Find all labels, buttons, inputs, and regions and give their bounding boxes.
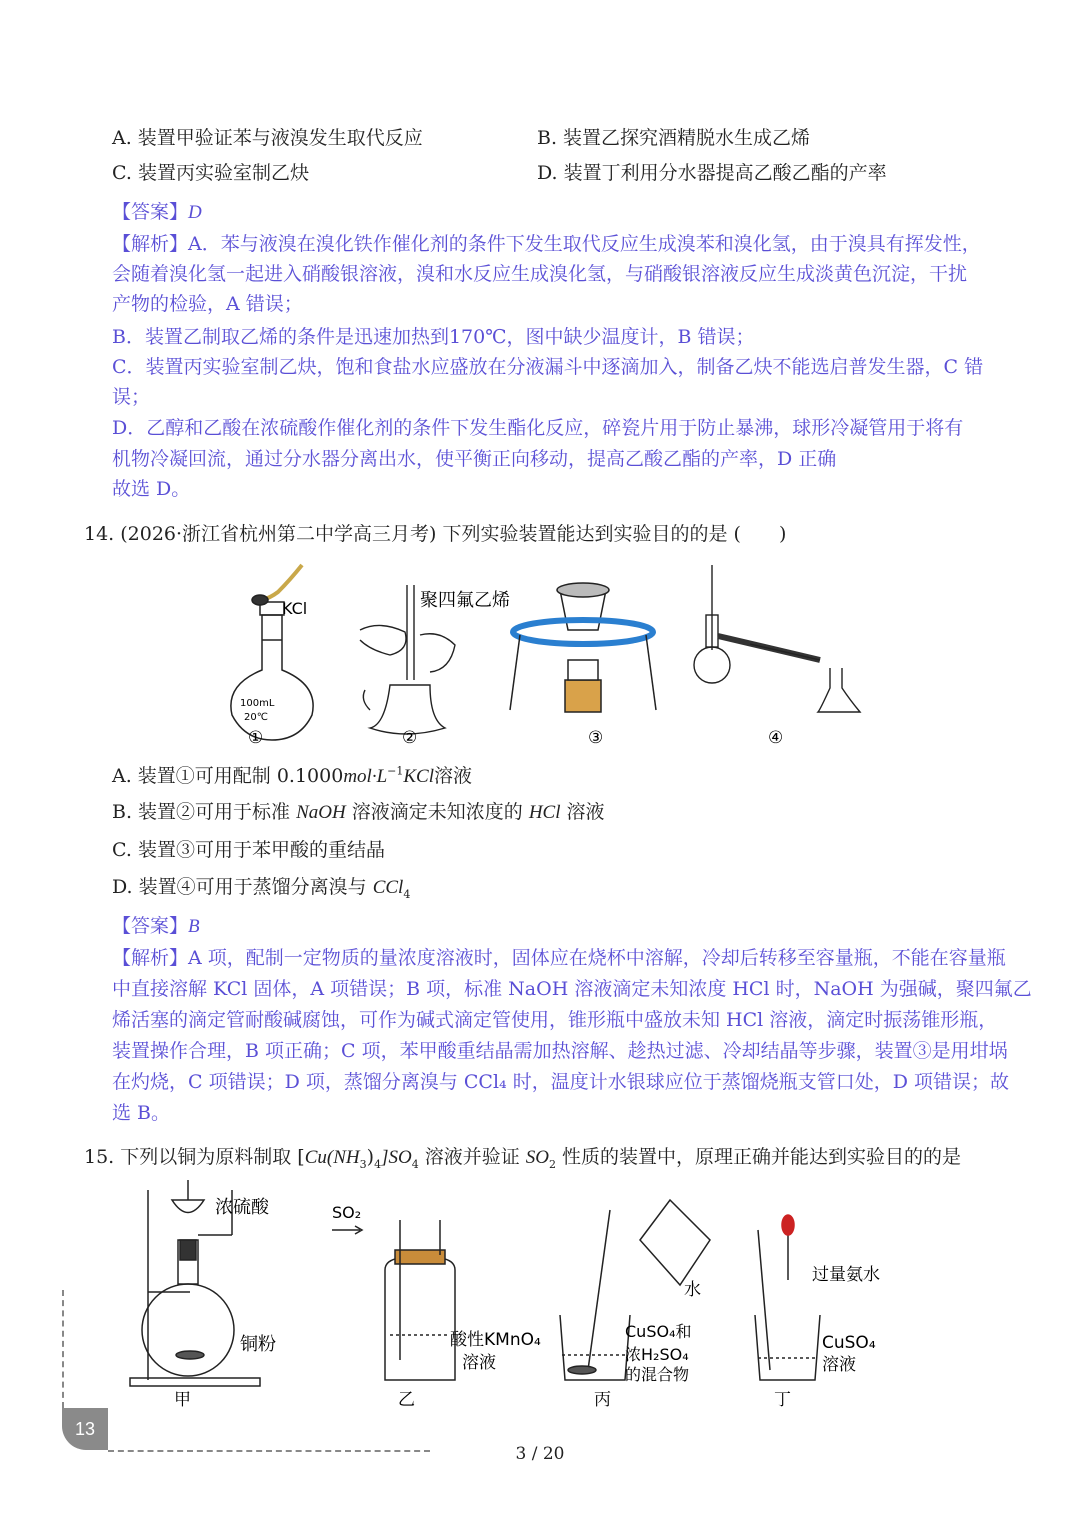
margin-dashed-line-vertical bbox=[62, 1290, 64, 1408]
kmno4-label: 酸性KMnO₄ bbox=[450, 1330, 541, 1350]
fig-ding-label: 丁 bbox=[774, 1390, 791, 1410]
page-number: 3 / 20 bbox=[515, 1444, 565, 1464]
flask-volume-label: 100mL bbox=[240, 698, 275, 709]
q13-analysis-line-9: 故选 D。 bbox=[112, 478, 191, 500]
q14-option-b: B. 装置②可用于标准 NaOH 溶液滴定未知浓度的 HCl 溶液 bbox=[112, 801, 605, 823]
ammonia-label: 过量氨水 bbox=[812, 1265, 880, 1285]
q13-analysis-line-3: 产物的检验，A 错误； bbox=[112, 293, 303, 315]
q13-analysis-line-6: 误； bbox=[112, 386, 151, 408]
q14-analysis-line-5: 在灼烧，C 项错误；D 项，蒸馏分离溴与 CCl₄ 时，温度计水银球应位于蒸馏烧瓶支管口处，D 项错误；故 bbox=[112, 1071, 1009, 1093]
fig-bing-label: 丙 bbox=[594, 1390, 611, 1410]
q13-option-a: A. 装置甲验证苯与液溴发生取代反应 bbox=[112, 127, 423, 149]
kcl-label: KCl bbox=[282, 599, 308, 618]
q13-analysis-line-4: B．装置乙制取乙烯的条件是迅速加热到170℃，图中缺少温度计，B 错误； bbox=[112, 326, 755, 348]
cuso4-label: CuSO₄ bbox=[822, 1333, 876, 1353]
q13-option-c: C. 装置丙实验室制乙炔 bbox=[112, 162, 309, 184]
so2-label: SO₂ bbox=[332, 1203, 362, 1222]
conc-h2so4-label: 浓硫酸 bbox=[215, 1197, 269, 1218]
q13-analysis-line-7: D．乙醇和乙酸在浓硫酸作催化剂的条件下发生酯化反应，碎瓷片用于防止暴沸，球形冷凝管用于将有 bbox=[112, 417, 964, 439]
mix-label-1: CuSO₄和 bbox=[625, 1322, 692, 1341]
mix-label-3: 的混合物 bbox=[625, 1365, 690, 1384]
solution-label-yi: 溶液 bbox=[462, 1353, 496, 1373]
solution-label-ding: 溶液 bbox=[822, 1355, 856, 1375]
figure-number-2: ② bbox=[402, 728, 418, 748]
q13-option-b: B. 装置乙探究酒精脱水生成乙烯 bbox=[537, 127, 811, 149]
crucible-tripod-icon bbox=[510, 583, 656, 712]
q14-figure bbox=[220, 560, 880, 750]
q14-analysis-line-6: 选 B。 bbox=[112, 1102, 171, 1124]
flask-temp-label: 20℃ bbox=[244, 712, 268, 723]
gas-bottle-icon bbox=[332, 1220, 455, 1380]
q15-figure bbox=[110, 1180, 910, 1410]
q13-analysis-line-2: 会随着溴化氢一起进入硝酸银溶液，溴和水反应生成溴化氢，与硝酸银溶液反应生成淡黄色沉淀，干扰 bbox=[112, 263, 968, 285]
figure-number-4: ④ bbox=[768, 728, 784, 748]
fig-jia-label: 甲 bbox=[174, 1390, 191, 1410]
page-badge: 13 bbox=[62, 1408, 108, 1450]
q13-answer: 【答案】D bbox=[112, 201, 202, 223]
figure-number-3: ③ bbox=[588, 728, 604, 748]
q14-stem: 14. (2026·浙江省杭州第二中学高三月考) 下列实验装置能达到实验目的的是 ( ) bbox=[84, 523, 787, 545]
q14-analysis-line-2: 中直接溶解 KCl 固体，A 项错误；B 项，标准 NaOH 溶液滴定未知浓度 HCl 时，NaOH 为强碱，聚四氟乙 bbox=[112, 978, 1032, 1000]
beaker-dropper-icon bbox=[755, 1215, 820, 1380]
q14-answer: 【答案】B bbox=[112, 915, 200, 937]
q14-option-d: D. 装置④可用于蒸馏分离溴与 CCl$_4$ bbox=[112, 876, 411, 901]
q14-analysis-line-1: 【解析】A 项，配制一定物质的量浓度溶液时，固体应在烧杯中溶解，冷却后转移至容量瓶，不能在容量瓶 bbox=[112, 947, 1006, 969]
water-label: 水 bbox=[684, 1280, 701, 1300]
ptfe-label: 聚四氟乙烯 bbox=[420, 590, 510, 611]
copper-powder-label: 铜粉 bbox=[240, 1334, 276, 1355]
q13-analysis-line-1: 【解析】A．苯与液溴在溴化铁作催化剂的条件下发生取代反应生成溴苯和溴化氢，由于溴具有挥发性， bbox=[112, 233, 981, 255]
q13-analysis-line-8: 机物冷凝回流，通过分水器分离出水，使平衡正向移动，提高乙酸乙酯的产率，D 正确 bbox=[112, 448, 837, 470]
q13-option-d: D. 装置丁利用分水器提高乙酸乙酯的产率 bbox=[537, 162, 887, 184]
q14-analysis-line-3: 烯活塞的滴定管耐酸碱腐蚀，可作为碱式滴定管使用，锥形瓶中盛放未知 HCl 溶液，滴定时振荡锥形瓶， bbox=[112, 1009, 998, 1031]
q15-stem: 15. 下列以铜为原料制取 $[Cu(NH_3)_4]SO_4$ 溶液并验证 $SO_2$ 性质的装置中，原理正确并能达到实验目的的是 bbox=[84, 1146, 962, 1171]
q14-analysis-line-4: 装置操作合理，B 项正确；C 项，苯甲酸重结晶需加热溶解、趁热过滤、冷却结晶等步骤，装置③是用坩埚 bbox=[112, 1040, 1008, 1062]
fig-yi-label: 乙 bbox=[398, 1390, 415, 1410]
distillation-icon bbox=[694, 565, 860, 712]
mix-label-2: 浓H₂SO₄ bbox=[625, 1345, 689, 1364]
q14-option-c: C. 装置③可用于苯甲酸的重结晶 bbox=[112, 839, 385, 861]
q13-analysis-line-5: C．装置丙实验室制乙炔，饱和食盐水应盛放在分液漏斗中逐滴加入，制备乙炔不能选启普发生器，C 错 bbox=[112, 356, 984, 378]
q14-option-a: A. 装置①可用配制 $0.1000mol\cdot L^{-1}KCl$溶液 bbox=[112, 764, 473, 787]
figure-number-1: ① bbox=[248, 728, 264, 748]
